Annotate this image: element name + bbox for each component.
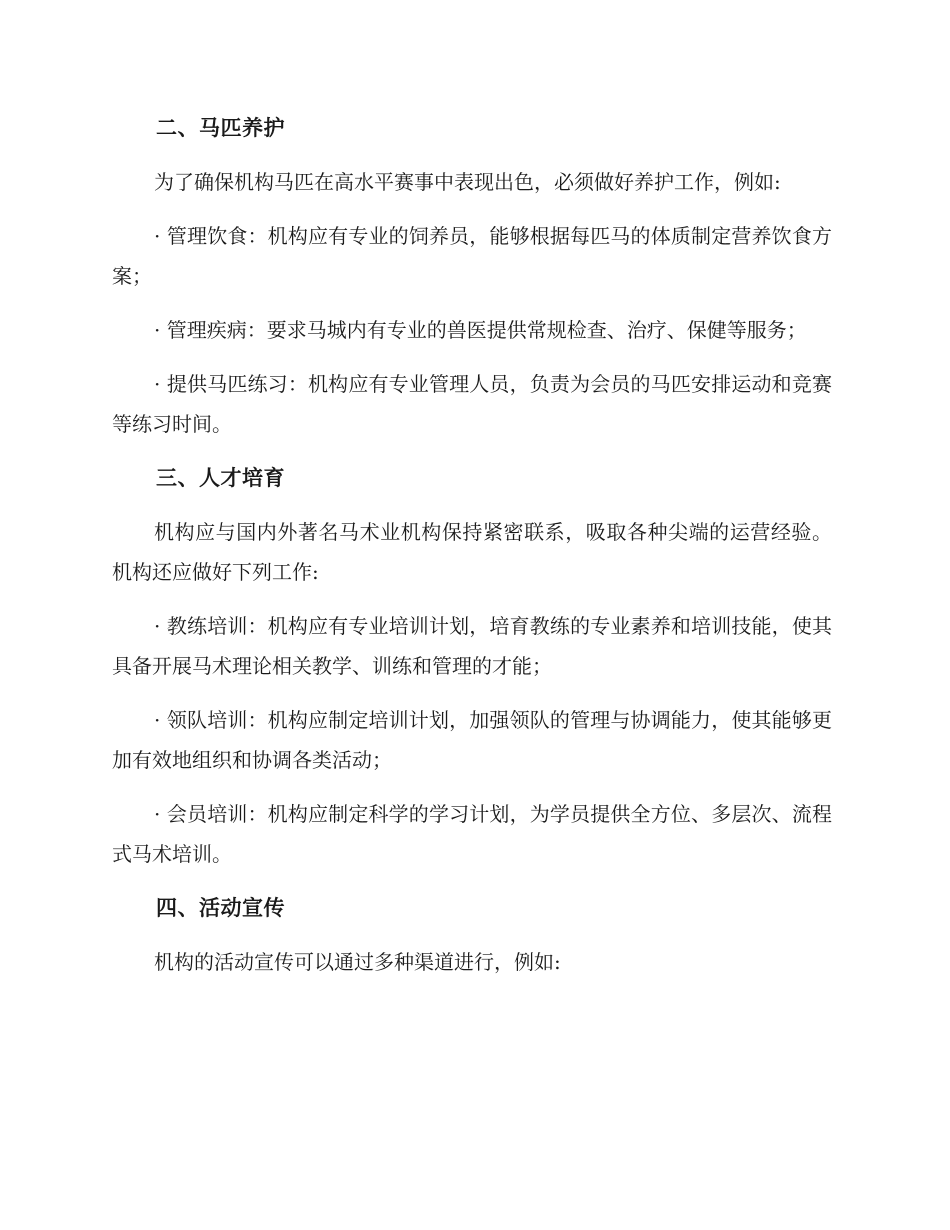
section-intro-promotion: 机构的活动宣传可以通过多种渠道进行，例如: [154, 950, 561, 974]
section-heading-horse-care: 二、马匹养护 [156, 116, 285, 140]
section-heading-talent: 三、人才培育 [156, 466, 285, 490]
bullet-item-coach-training: · 教练培训：机构应有专业培训计划，培育教练的专业素养和培训技能，使其具备开展马术理论相关教学、训练和管理的才能； [112, 614, 832, 678]
document-body [112, 108, 832, 996]
bullet-item-diet: · 管理饮食：机构应有专业的饲养员，能够根据每匹马的体质制定营养饮食方案； [112, 224, 832, 288]
bullet-item-leader-training: · 领队培训：机构应制定培训计划，加强领队的管理与协调能力，使其能够更加有效地组织和协调各类活动； [112, 708, 832, 772]
section-intro-horse-care: 为了确保机构马匹在高水平赛事中表现出色，必须做好养护工作，例如: [154, 170, 781, 194]
section-intro-talent: 机构应与国内外著名马术业机构保持紧密联系，吸取各种尖端的运营经验。机构还应做好下列工作: [112, 520, 832, 584]
section-heading-promotion: 四、活动宣传 [156, 896, 285, 920]
bullet-item-disease: · 管理疾病：要求马城内有专业的兽医提供常规检查、治疗、保健等服务； [154, 318, 807, 342]
bullet-item-practice: · 提供马匹练习：机构应有专业管理人员，负责为会员的马匹安排运动和竞赛等练习时间。 [112, 372, 832, 436]
bullet-item-member-training: · 会员培训：机构应制定科学的学习计划，为学员提供全方位、多层次、流程式马术培训。 [112, 802, 832, 866]
